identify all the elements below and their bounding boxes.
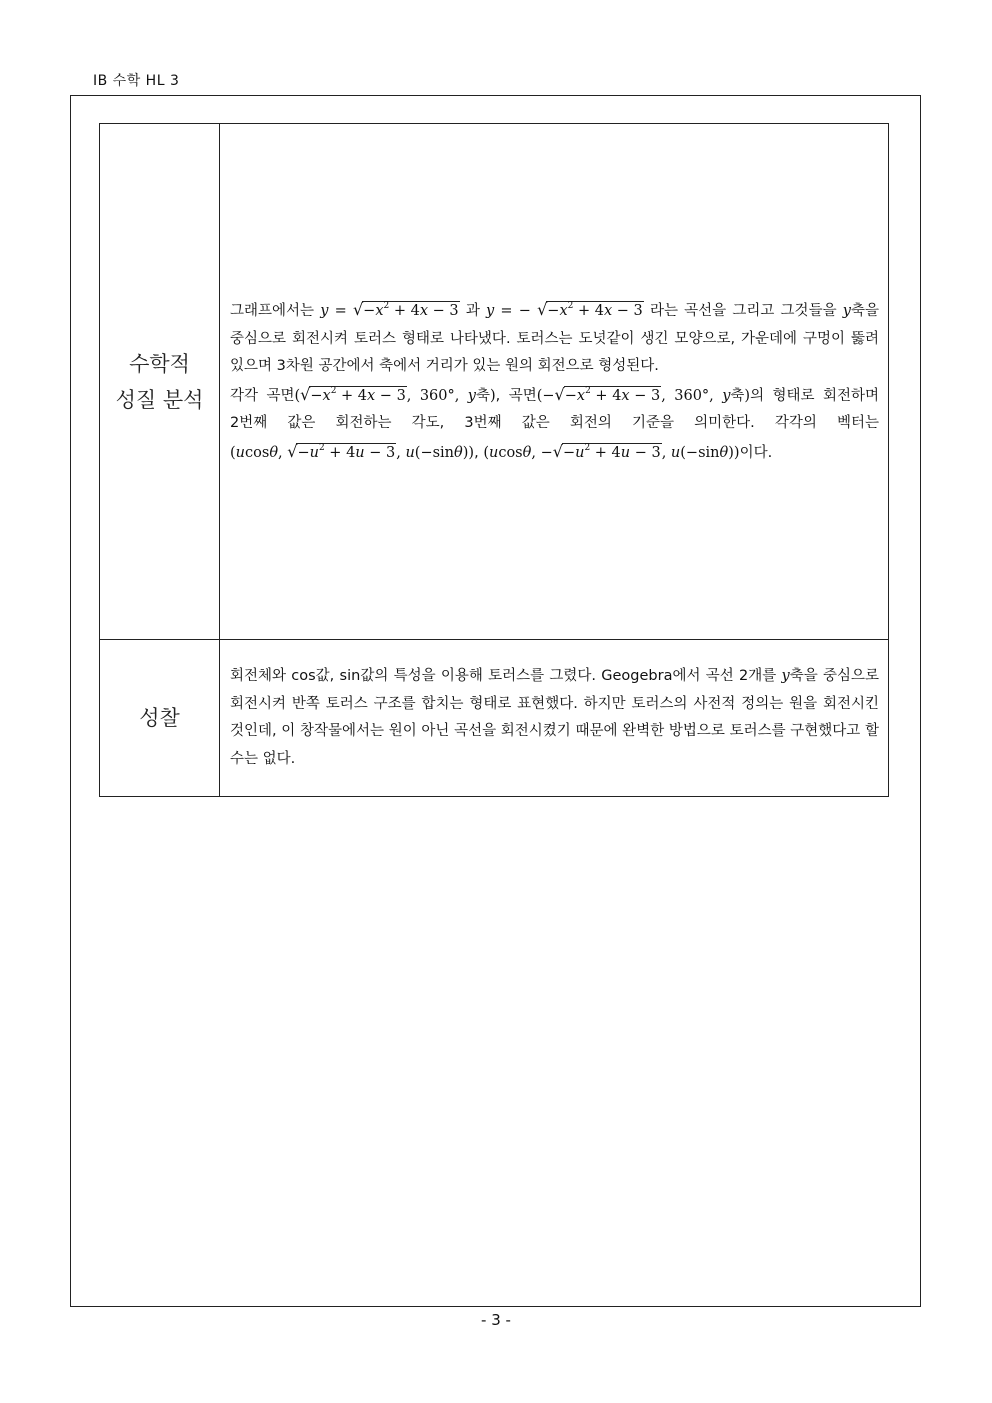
text-run: 축을 중심으로 회전시켜 반쪽 토러스 구조를 합치는 형태로 표현했다. 하지만 토러스의 사전적 정의는 원을 회전시킨 것인데, 이 창작물에서는 원이 아닌 곡선을 회전시켰기 때문에 완벽한 방법으로 토러스를 구현했다고 할 수는 없다. xyxy=(230,668,879,767)
text-run: , xyxy=(474,444,484,461)
equation-upper-curve: $y = √-x^2 + 4x - 3$ xyxy=(320,300,459,319)
reflection-paragraph xyxy=(230,663,879,773)
text-run: 그래프에서는 xyxy=(230,303,321,319)
analysis-label-cell xyxy=(100,124,220,640)
vector-lower: (ucosθ, $-√-u^2 + 4u - 3$, u(−sinθ)) xyxy=(483,441,740,461)
surface-upper: ($√-x^2 + 4x - 3$, 360°, y축) xyxy=(294,384,496,404)
document-header: IB 수학 HL 3 xyxy=(93,73,180,89)
analysis-label-line1: 수학적 xyxy=(129,351,190,376)
vector-upper: (ucosθ, $√-u^2 + 4u - 3$, u(−sinθ)) xyxy=(230,441,475,461)
surface-lower: ($-√-x^2 + 4x - 3$, 360°, y축) xyxy=(536,384,751,404)
analysis-row xyxy=(100,124,889,640)
text-run: 축을 중심으로 회전시켜 토러스 형태로 나타냈다. 토러스는 도넛같이 생긴 모양으로, 가운데에 구멍이 뚫려 있으며 3차원 공간에서 축에서 거리가 있는 원의 회전으로 형성된다. xyxy=(230,303,879,374)
text-run: , 곡면 xyxy=(495,387,537,404)
reflection-body-cell xyxy=(220,640,889,797)
equation-lower-curve: y = − $√-x^2 + 4x - 3$ xyxy=(486,300,643,319)
text-run: 회전체와 cos값, sin값의 특성을 이용해 토러스를 그렸다. Geogebra에서 곡선 2개를 xyxy=(230,668,782,684)
reflection-row xyxy=(100,640,889,797)
analysis-label-line2: 성질 분석 xyxy=(115,387,204,412)
variable-y: y xyxy=(781,668,790,684)
text-run: 라는 곡선을 그리고 그것들을 xyxy=(649,303,843,319)
page-number: - 3 - xyxy=(481,1311,511,1329)
text-run: 이다. xyxy=(739,444,773,461)
text-run: 과 xyxy=(465,303,487,319)
variable-y: y xyxy=(842,303,851,319)
text-run: 의 형태로 회전하며 2번째 값은 회전하는 각도, 3번째 값은 회전의 기준을 의미한다. 각각의 벡터는 xyxy=(230,387,879,431)
content-table xyxy=(99,123,889,797)
analysis-paragraph-2 xyxy=(230,381,879,468)
analysis-paragraph-1 xyxy=(230,296,879,381)
analysis-body-cell xyxy=(220,124,889,640)
text-run: 각각 곡면 xyxy=(230,387,295,404)
reflection-label-cell: 성찰 xyxy=(100,640,220,797)
